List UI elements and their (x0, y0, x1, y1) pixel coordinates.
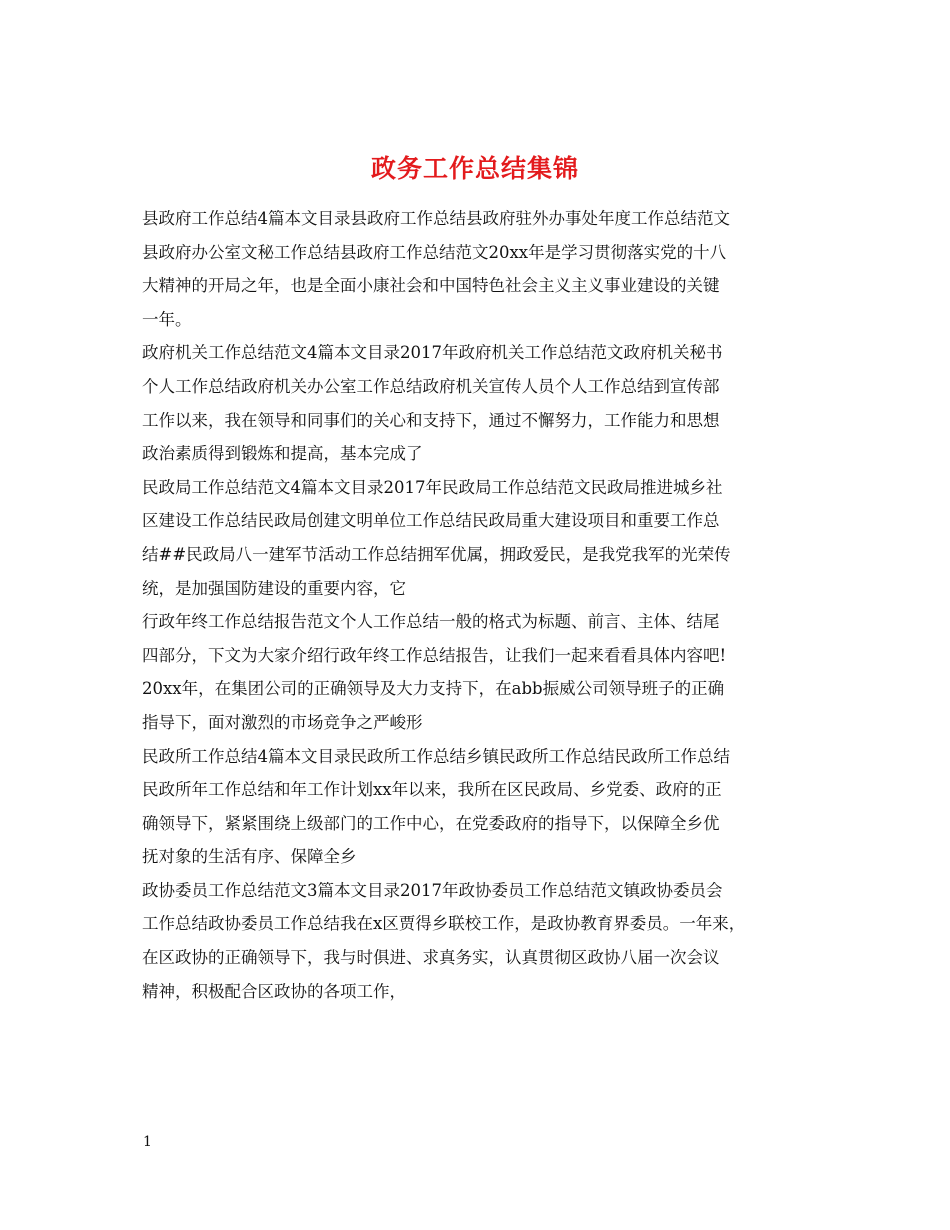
paragraph (142, 336, 822, 470)
paragraph (142, 740, 822, 874)
text-line: 政治素质得到锻炼和提高，基本完成了 (142, 444, 423, 464)
text-line: 县政府办公室文秘工作总结县政府工作总结范文20xx年是学习贯彻落实党的十八 (142, 242, 727, 262)
text-line: 指导下，面对激烈的市场竞争之严峻形 (142, 712, 423, 732)
text-line: 行政年终工作总结报告范文个人工作总结一般的格式为标题、前言、主体、结尾 (142, 612, 720, 632)
page-number: 1 (143, 1134, 152, 1150)
paragraph (142, 202, 822, 336)
text-line: 政府机关工作总结范文4篇本文目录2017年政府机关工作总结范文政府机关秘书 (142, 343, 723, 363)
paragraph (142, 605, 822, 739)
text-line: 在区政协的正确领导下，我与时俱进、求真务实，认真贯彻区政协八届一次会议 (142, 948, 720, 968)
text-line: 工作以来，我在领导和同事们的关心和支持下，通过不懈努力，工作能力和思想 (142, 410, 720, 430)
text-line: 一年。 (142, 309, 192, 329)
text-line: 统，是加强国防建设的重要内容，它 (142, 578, 406, 598)
paragraph (142, 471, 822, 605)
text-line: 民政所工作总结4篇本文目录民政所工作总结乡镇民政所工作总结民政所工作总结 (142, 746, 730, 766)
text-line: 大精神的开局之年，也是全面小康社会和中国特色社会主义主义事业建设的关键 (142, 276, 720, 296)
document-body (142, 202, 822, 1008)
text-line: 政协委员工作总结范文3篇本文目录2017年政协委员工作总结范文镇政协委员会 (142, 880, 723, 900)
text-line: 个人工作总结政府机关办公室工作总结政府机关宣传人员个人工作总结到宣传部 (142, 376, 720, 396)
text-line: 区建设工作总结民政局创建文明单位工作总结民政局重大建设项目和重要工作总 (142, 511, 720, 531)
text-line: 确领导下，紧紧围绕上级部门的工作中心，在党委政府的指导下，以保障全乡优 (142, 813, 720, 833)
text-line: 20xx年，在集团公司的正确领导及大力支持下，在abb振威公司领导班子的正确 (142, 679, 725, 699)
paragraph (142, 874, 822, 1008)
text-line: 工作总结政协委员工作总结我在x区贾得乡联校工作，是政协教育界委员。一年来， (142, 914, 746, 934)
text-line: 民政局工作总结范文4篇本文目录2017年民政局工作总结范文民政局推进城乡社 (142, 477, 723, 497)
document-title: 政务工作总结集锦 (370, 153, 579, 183)
text-line: 县政府工作总结4篇本文目录县政府工作总结县政府驻外办事处年度工作总结范文 (142, 209, 730, 228)
text-line: 结##民政局八一建军节活动工作总结拥军优属，拥政爱民，是我党我军的光荣传 (142, 544, 731, 564)
text-line: 四部分，下文为大家介绍行政年终工作总结报告，让我们一起来看看具体内容吧! (142, 645, 727, 665)
text-line: 抚对象的生活有序、保障全乡 (142, 847, 357, 867)
text-line: 精神，积极配合区政协的各项工作， (142, 981, 406, 1001)
text-line: 民政所年工作总结和年工作计划xx年以来，我所在区民政局、乡党委、政府的正 (142, 780, 722, 800)
